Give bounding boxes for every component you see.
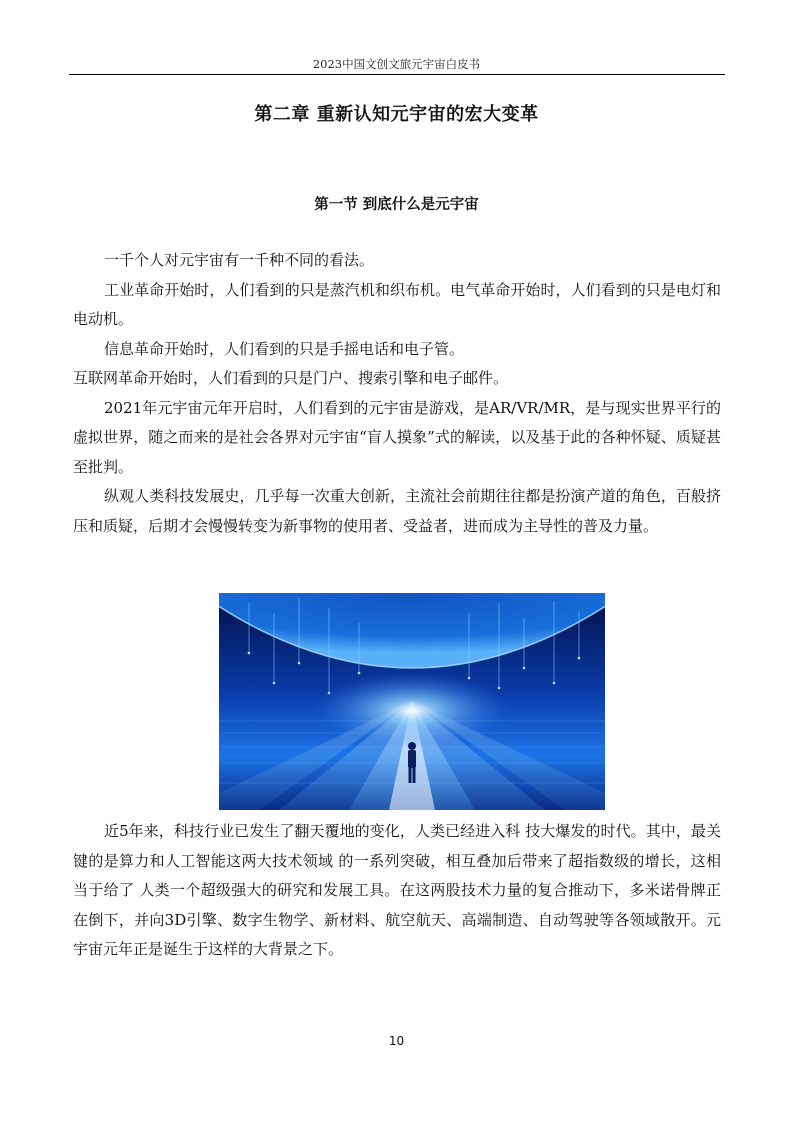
section-title: 第一节 到底什么是元宇宙 [314, 197, 479, 213]
paragraph: 信息革命开始时，人们看到的只是手摇电话和电子管。 [104, 339, 465, 358]
chapter-title: 第二章 重新认知元宇宙的宏大变革 [254, 104, 539, 125]
running-header: 2023中国文创文旅元宇宙白皮书 [312, 57, 481, 71]
paragraph: 互联网革命开始时，人们看到的只是门户、搜索引擎和电子邮件。 [73, 369, 509, 387]
page-number: 10 [388, 1034, 405, 1048]
header-divider [69, 74, 725, 75]
body-text-bottom [73, 817, 721, 965]
body-text-top [73, 246, 721, 541]
paragraph: 纵观人类科技发展史，几乎每一次重大创新，主流社会前期往往都是扮演产道的角色，百般挤压和质疑，后期才会慢慢转变为新事物的使用者、受益者，进而成为主导性的普及力量。 [73, 487, 721, 535]
paragraph: 2021年元宇宙元年开启时，人们看到的元宇宙是游戏，是AR/VR/MR，是与现实世界平行的虚拟世界，随之而来的是社会各界对元宇宙“盲人摸象”式的解读，以及基于此的各种怀疑、质疑甚至批判。 [73, 398, 721, 476]
metaverse-illustration [219, 593, 605, 810]
paragraph: 工业革命开始时，人们看到的只是蒸汽机和织布机。电气革命开始时，人们看到的只是电灯和电动机。 [73, 280, 721, 328]
paragraph: 一千个人对元宇宙有一千种不同的看法。 [104, 251, 375, 269]
paragraph: 近5年来，科技行业已发生了翻天覆地的变化，人类已经进入科 技大爆发的时代。其中，最关键的是算力和人工智能这两大技术领域 的一系列突破，相互叠加后带来了超指数级的增长，这相当于给了 人类一个超级强大的研究和发展工具。在这两股技术力量的复合推动下，多米诺骨牌正在倒下，并向3D引擎、数字生物学、新材料、航空航天、高端制造、自动驾驶等各领域散开。元宇宙元年正是诞生于这样的大背景之下。 [73, 822, 721, 958]
